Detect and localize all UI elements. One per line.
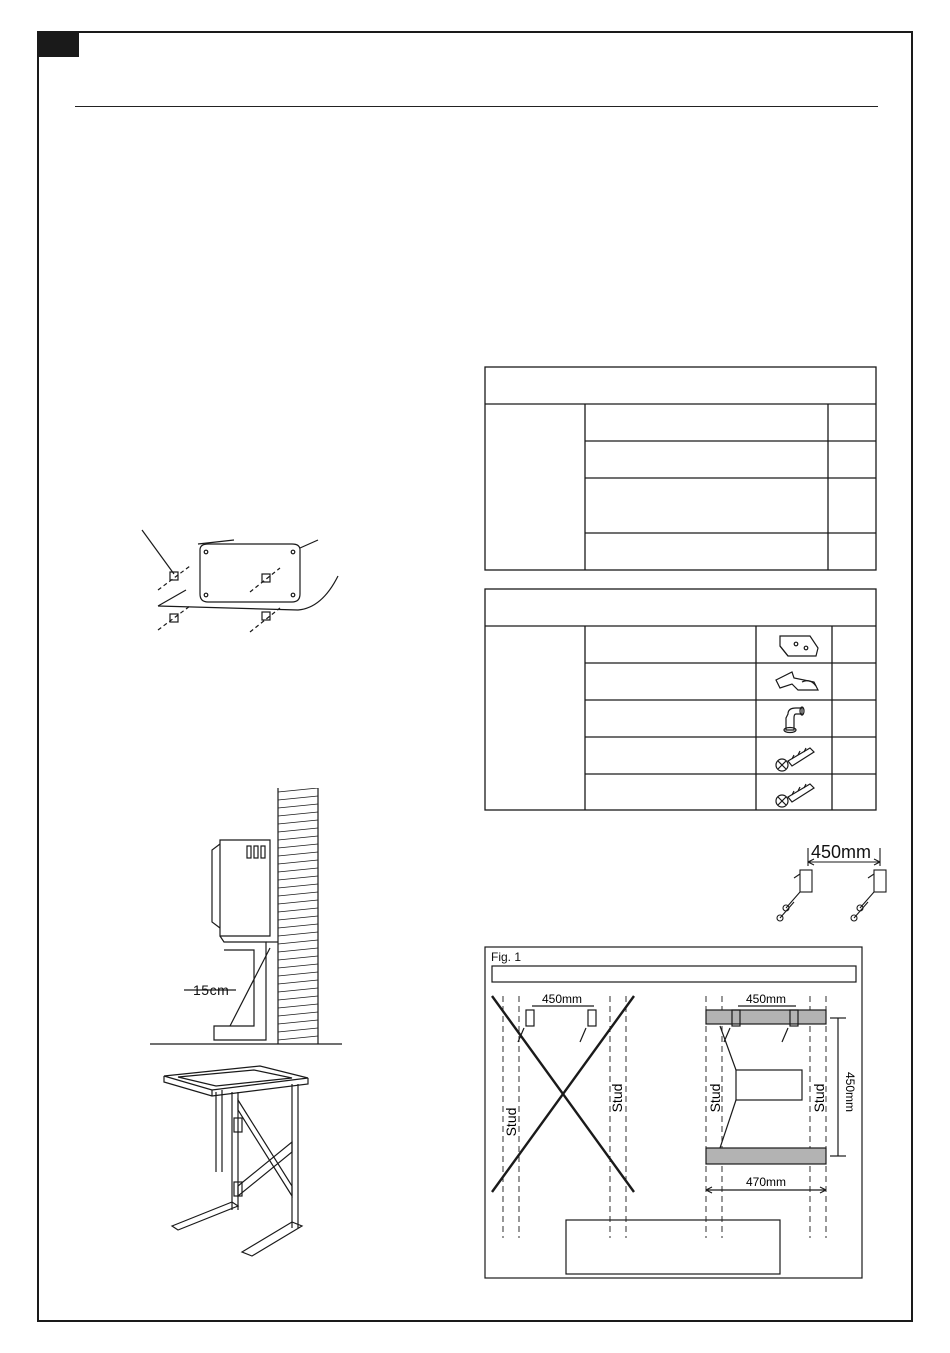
fig1-diagram <box>484 946 864 1280</box>
clearance-distance-label: 15cm <box>193 982 230 998</box>
fitting-icons <box>758 628 832 812</box>
fig1-correct-width: 470mm <box>745 1175 787 1189</box>
fig1-incorrect-stud-left: Stud <box>503 1107 519 1137</box>
parts-table-1 <box>484 366 878 572</box>
bracket-icon <box>780 636 818 656</box>
fig1-incorrect-spacing: 450mm <box>541 992 583 1006</box>
screw-with-plug-icon-1 <box>776 748 814 771</box>
fig1-title: Fig. 1 <box>491 950 522 964</box>
fig1-incorrect-stud-right: Stud <box>609 1083 625 1113</box>
fig1-correct-spacing: 450mm <box>745 992 787 1006</box>
fig1-correct-stud-right: Stud <box>811 1083 827 1113</box>
screw-with-plug-icon-2 <box>776 784 814 807</box>
elbow-pipe-icon <box>784 707 804 733</box>
wall-clearance-diagram <box>150 788 345 1048</box>
page-number-tab <box>37 31 79 57</box>
fig1-correct-height: 450mm <box>843 1071 857 1113</box>
header-rule <box>75 106 878 107</box>
stand-diagram <box>158 1060 318 1260</box>
bracket-spacing-label: 450mm <box>811 842 872 862</box>
fig1-correct-stud-left: Stud <box>707 1083 723 1113</box>
feet-installation-diagram <box>138 528 348 638</box>
hook-bracket-icon <box>776 672 818 690</box>
